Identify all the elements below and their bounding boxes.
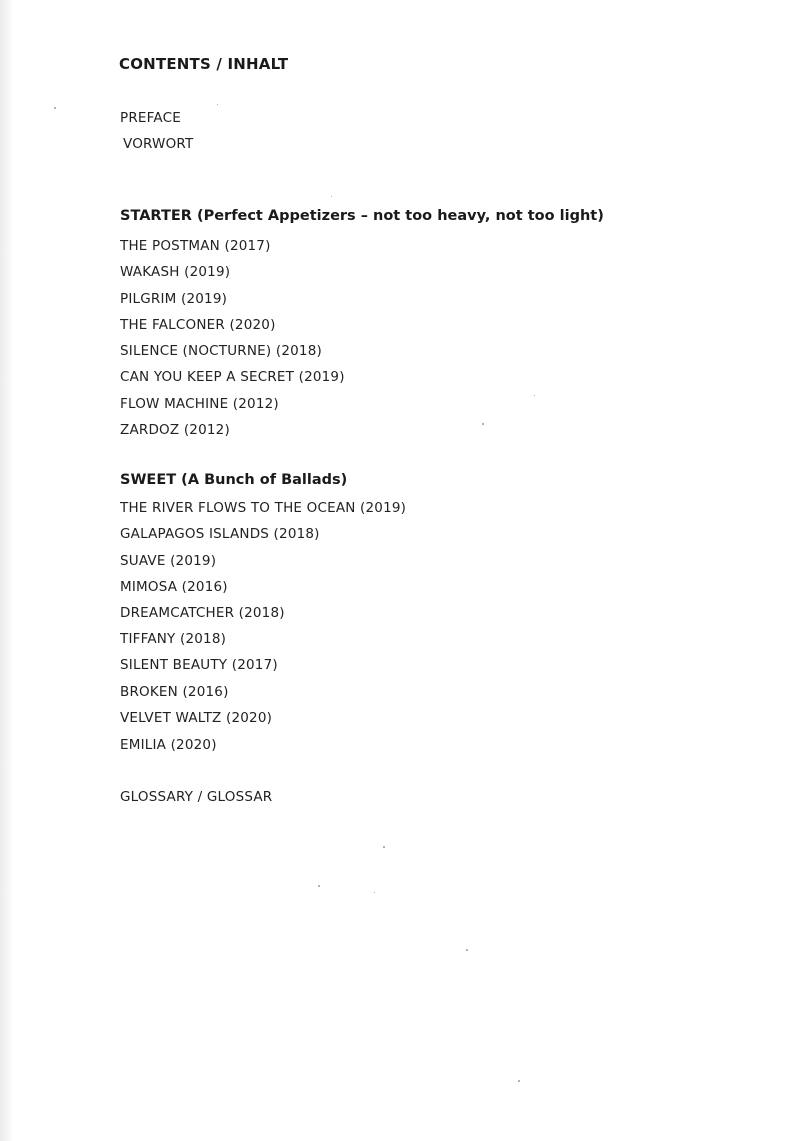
scan-speck: [518, 1080, 520, 1082]
section-heading-sweet: SWEET (A Bunch of Ballads): [120, 472, 348, 488]
toc-entry-title: PREFACE: [120, 110, 181, 126]
toc-entry-title: FLOW MACHINE (2012): [120, 396, 279, 412]
toc-entry-title: THE POSTMAN (2017): [120, 238, 271, 254]
scan-edge-shadow: [0, 0, 14, 1141]
scan-speck: [534, 395, 535, 396]
toc-entry-title: SILENCE (NOCTURNE) (2018): [120, 343, 322, 359]
toc-entry-title: ZARDOZ (2012): [120, 422, 230, 438]
scan-speck: [374, 892, 375, 893]
scan-speck: [318, 885, 320, 887]
scan-speck: [54, 107, 56, 109]
toc-entry-title: WAKASH (2019): [120, 264, 231, 280]
toc-entry-title: GALAPAGOS ISLANDS (2018): [120, 526, 320, 542]
toc-entry-title: PILGRIM (2019): [120, 291, 228, 307]
scan-speck: [383, 846, 385, 848]
toc-entry-title: SILENT BEAUTY (2017): [120, 657, 278, 673]
toc-entry-title: BROKEN (2016): [120, 684, 229, 700]
toc-entry-title: THE FALCONER (2020): [120, 317, 276, 333]
scan-speck: [466, 949, 468, 951]
scan-speck: [331, 196, 332, 197]
toc-entry-title: SUAVE (2019): [120, 553, 217, 569]
toc-entry-title: THE RIVER FLOWS TO THE OCEAN (2019): [120, 500, 407, 516]
page-title: CONTENTS / INHALT: [119, 55, 289, 73]
toc-entry-title: EMILIA (2020): [120, 737, 217, 753]
toc-entry-title: CAN YOU KEEP A SECRET (2019): [120, 369, 345, 385]
toc-entry-title: DREAMCATCHER (2018): [120, 605, 285, 621]
toc-entry-title: MIMOSA (2016): [120, 579, 228, 595]
scan-speck: [482, 423, 484, 425]
toc-entry-title: GLOSSARY / GLOSSAR: [120, 789, 273, 805]
scan-speck: [217, 104, 218, 105]
toc-entry-title: TIFFANY (2018): [120, 631, 227, 647]
section-heading-starter: STARTER (Perfect Appetizers – not too heavy, not too light): [120, 208, 604, 224]
toc-entry-title: VELVET WALTZ (2020): [120, 710, 273, 726]
toc-entry-title: VORWORT: [123, 136, 194, 152]
